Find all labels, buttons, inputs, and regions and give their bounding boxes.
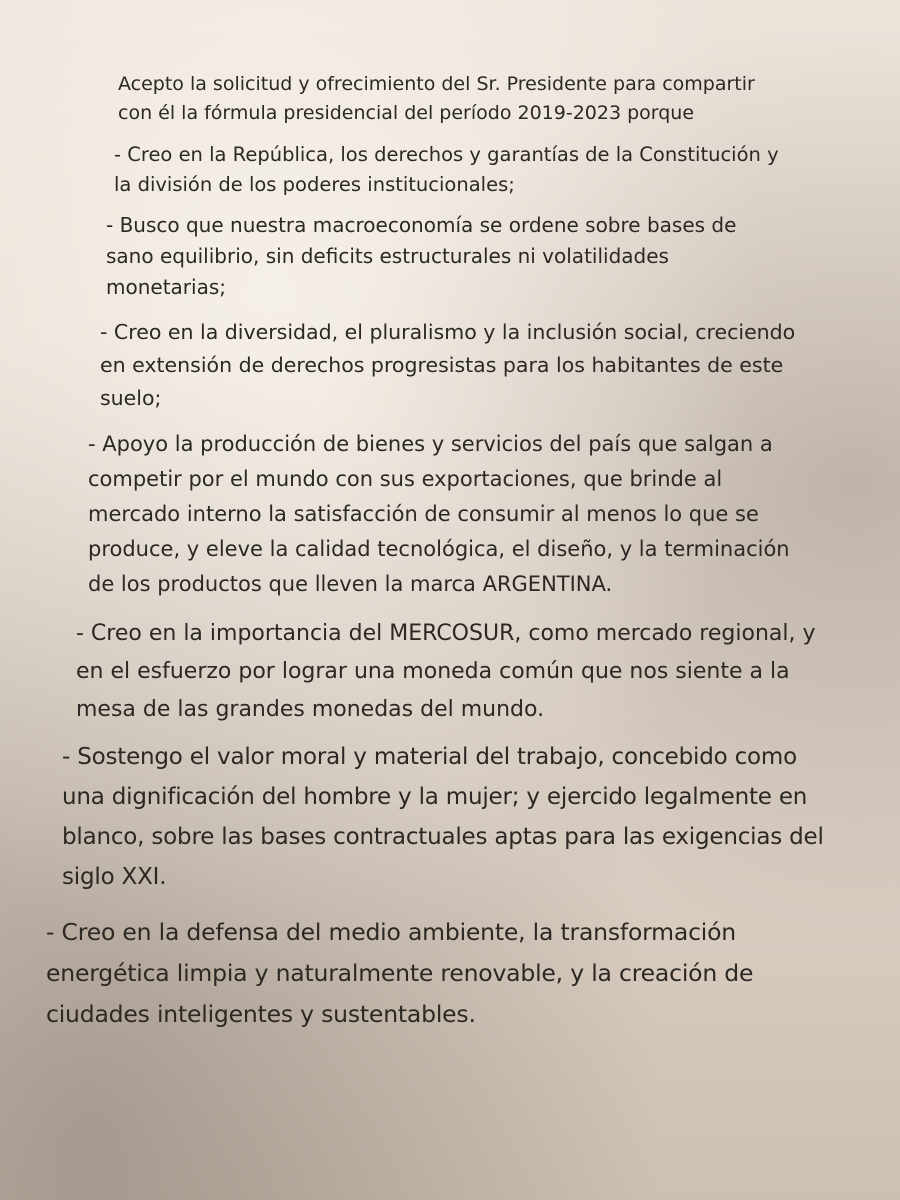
text-line: energética limpia y naturalmente renovable, y la creación de xyxy=(46,959,754,987)
text-line: una dignificación del hombre y la mujer; y ejercido legalmente en xyxy=(62,784,808,810)
paragraph-trabajo xyxy=(62,737,824,897)
text-line: mesa de las grandes monedas del mundo. xyxy=(76,697,545,722)
intro-paragraph xyxy=(118,70,755,128)
paragraph-macroeconomia xyxy=(106,210,736,303)
text-line: mercado interno la satisfacción de consumir al menos lo que se xyxy=(88,502,759,526)
text-line: siglo XXI. xyxy=(62,864,167,890)
text-line: ciudades inteligentes y sustentables. xyxy=(46,1000,476,1028)
paragraph-republica xyxy=(114,140,779,200)
text-line: sano equilibrio, sin deficits estructurales ni volatilidades xyxy=(106,244,669,268)
text-line: - Sostengo el valor moral y material del trabajo, concebido como xyxy=(62,744,797,770)
text-line: - Busco que nuestra macroeconomía se ordene sobre bases de xyxy=(106,213,737,237)
text-line: - Creo en la importancia del MERCOSUR, como mercado regional, y xyxy=(76,621,816,646)
paragraph-medio-ambiente xyxy=(46,912,753,1035)
text-line: la división de los poderes institucionales; xyxy=(114,173,515,196)
text-line: Acepto la solicitud y ofrecimiento del Sr. Presidente para compartir xyxy=(118,73,755,95)
text-line: competir por el mundo con sus exportaciones, que brinde al xyxy=(88,467,723,491)
text-line: en el esfuerzo por lograr una moneda común que nos siente a la xyxy=(76,659,790,684)
paragraph-diversidad xyxy=(100,316,795,415)
text-line: blanco, sobre las bases contractuales aptas para las exigencias del xyxy=(62,824,824,850)
text-line: - Creo en la República, los derechos y garantías de la Constitución y xyxy=(114,143,779,166)
text-line: suelo; xyxy=(100,386,162,410)
text-line: monetarias; xyxy=(106,275,226,299)
paragraph-produccion xyxy=(88,427,790,602)
text-line: con él la fórmula presidencial del período 2019-2023 porque xyxy=(118,102,695,124)
text-line: - Apoyo la producción de bienes y servicios del país que salgan a xyxy=(88,432,773,456)
text-line: - Creo en la diversidad, el pluralismo y la inclusión social, creciendo xyxy=(100,320,796,344)
text-line: en extensión de derechos progresistas para los habitantes de este xyxy=(100,353,784,377)
text-line: produce, y eleve la calidad tecnológica, el diseño, y la terminación xyxy=(88,537,790,561)
text-line: - Creo en la defensa del medio ambiente, la transformación xyxy=(46,918,736,946)
text-line: de los productos que lleven la marca ARGENTINA. xyxy=(88,572,613,596)
paragraph-mercosur xyxy=(76,615,815,729)
